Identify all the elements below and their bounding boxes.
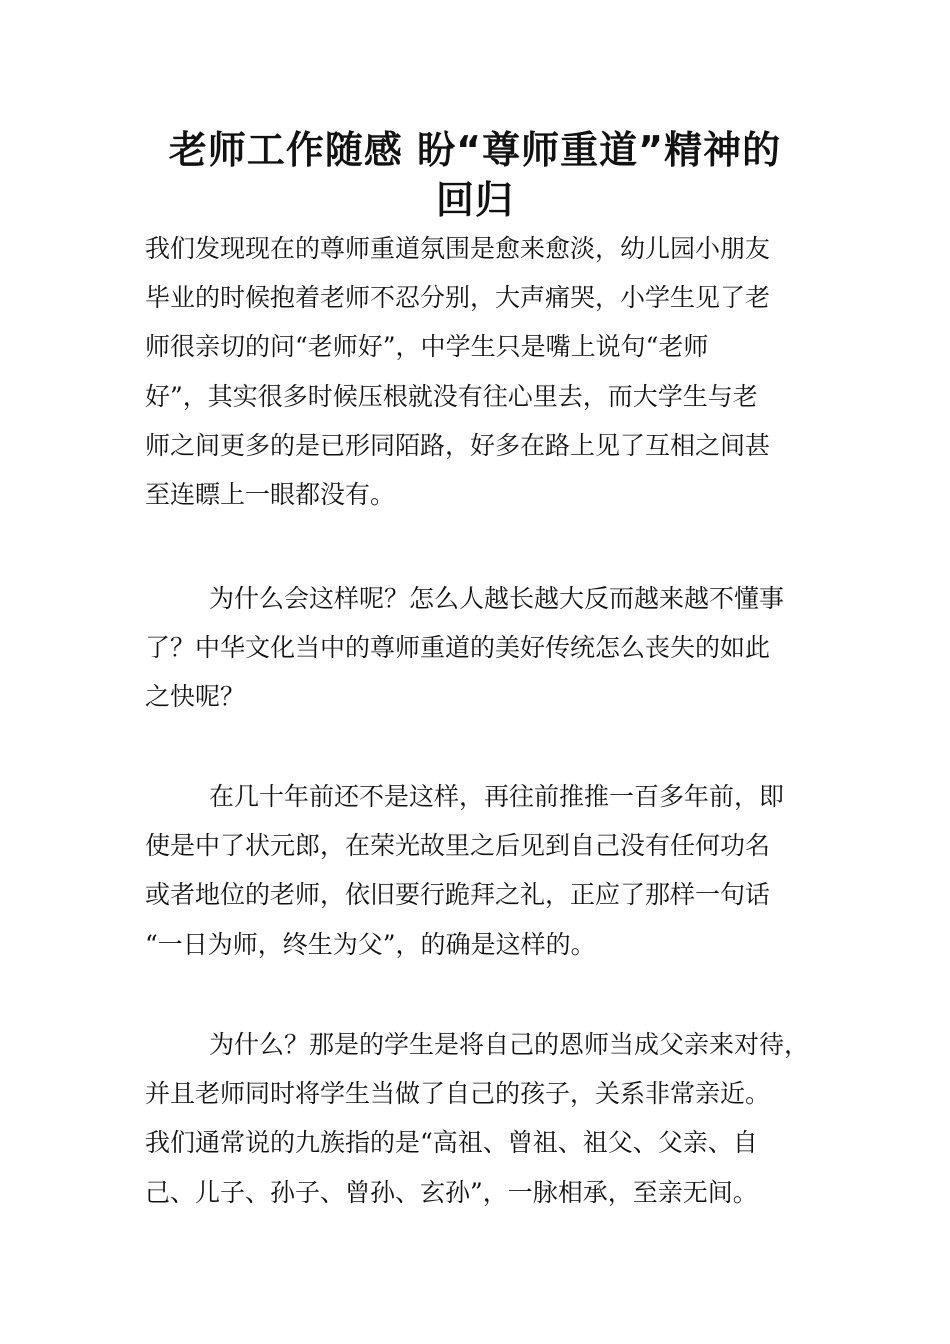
paragraph-2-line-1: 为什么会这样呢？怎么人越长越大反而越来越不懂事: [209, 584, 785, 613]
paragraph-2-line-2: 了？中华文化当中的尊师重道的美好传统怎么丧失的如此: [145, 633, 771, 662]
paragraph-3-line-3: 或者地位的老师，依旧要行跪拜之礼，正应了那样一句话: [145, 880, 771, 909]
paragraph-1-line-4: 好”，其实很多时候压根就没有往心里去，而大学生与老: [145, 382, 758, 411]
paragraph-1-line-6: 至连瞟上一眼都没有。: [145, 480, 396, 509]
paragraph-3-line-2: 使是中了状元郎，在荣光故里之后见到自己没有任何功名: [145, 831, 771, 860]
paragraph-3-line-1: 在几十年前还不是这样，再往前推推一百多年前，即: [209, 782, 785, 811]
page-title-line-1: 老师工作随感 盼“尊师重道”精神的: [168, 128, 782, 172]
paragraph-1-line-1: 我们发现现在的尊师重道氛围是愈来愈淡，幼儿园小朋友: [145, 234, 771, 263]
page-title-line-2: 回归: [435, 178, 514, 222]
paragraph-1-line-2: 毕业的时候抱着老师不忍分别，大声痛哭，小学生见了老: [145, 283, 771, 312]
paragraph-4-line-1: 为什么？那是的学生是将自己的恩师当成父亲来对待，: [209, 1030, 810, 1059]
paragraph-4-line-2: 并且老师同时将学生当做了自己的孩子，关系非常亲近。: [145, 1079, 771, 1108]
paragraph-3-line-4: “一日为师，终生为父”，的确是这样的。: [145, 930, 596, 959]
paragraph-4-line-4: 己、儿子、孙子、曾孙、玄孙”，一脉相承，至亲无间。: [145, 1178, 758, 1207]
paragraph-1-line-5: 师之间更多的是已形同陌路，好多在路上见了互相之间甚: [145, 431, 771, 460]
paragraph-2-line-3: 之快呢？: [145, 682, 246, 711]
paragraph-1-line-3: 师很亲切的问“老师好”，中学生只是嘴上说句“老师: [145, 332, 709, 361]
paragraph-4-line-3: 我们通常说的九族指的是“高祖、曾祖、祖父、父亲、自: [145, 1128, 758, 1157]
